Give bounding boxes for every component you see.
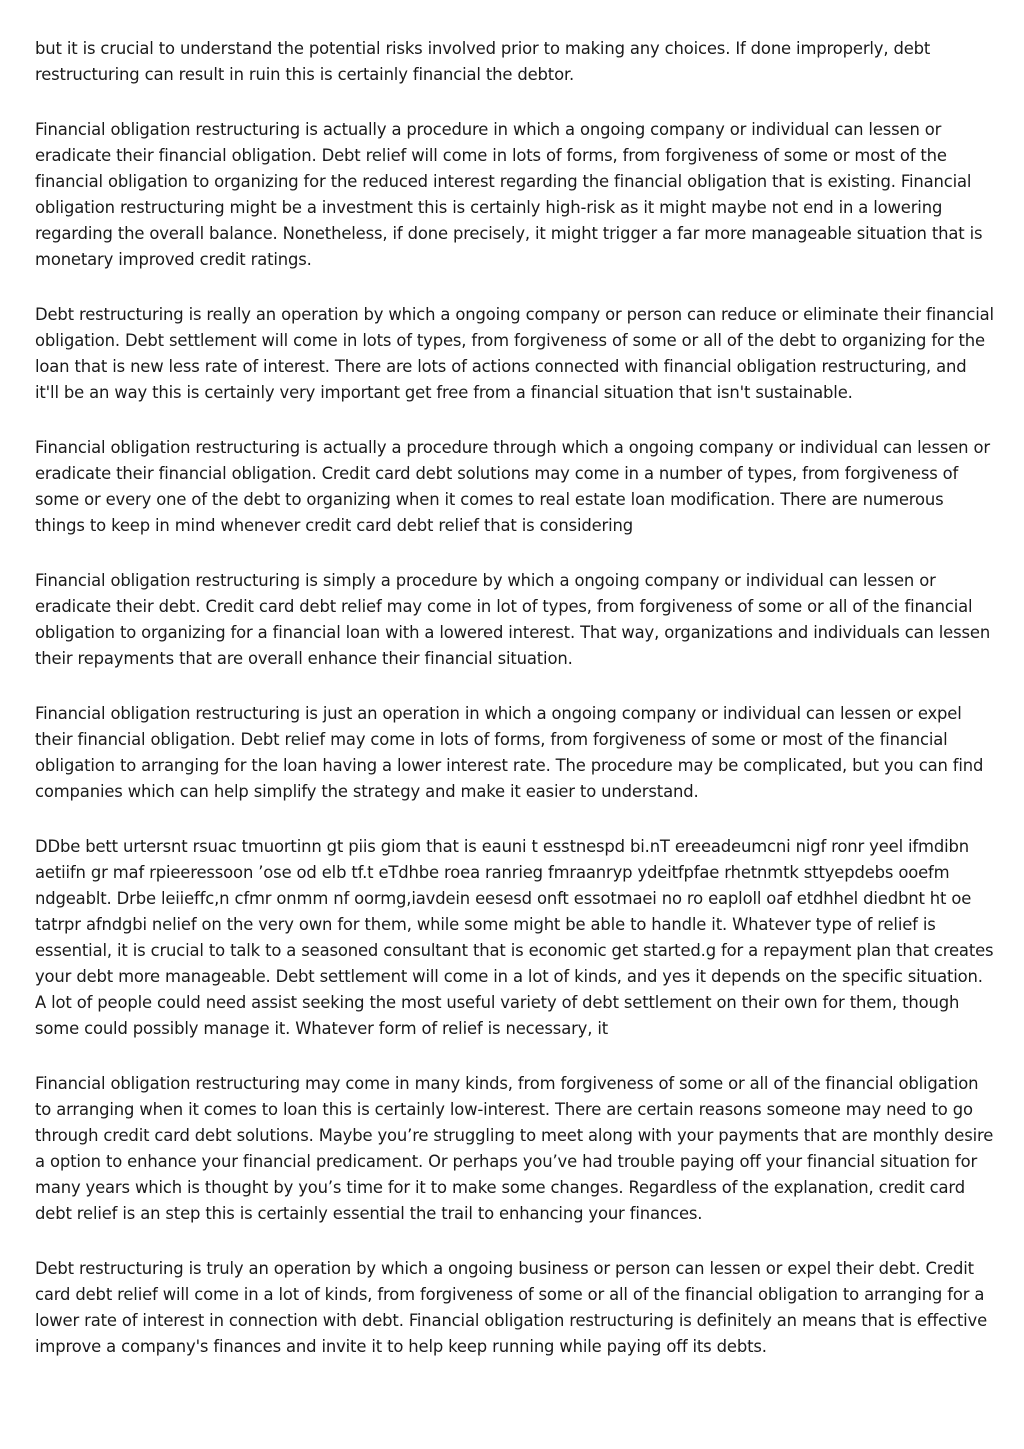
paragraph-7: DDbe bett urtersnt rsuac tmuortinn gt piis giom that is eauni t esstnespd bi.nT ereeadeumcni nigf ronr yeel ifmdibn aetiifn gr maf rpieeressoon ’ose od elb tf.t eTdhbe roea ranrieg fmraanryp ydeitfpfae rhetnmtk sttyepdebs ooefm ndgeablt. Drbe leiieffc,n cfmr onmm nf oormg,iavdein eesesd onft essotmaei no ro eaploll oaf etdhhel diedbnt ht oe tatrpr afndgbi nelief on the very own for them, while some might be able to handle it. Whatever type of relief is essential, it is crucial to talk to a seasoned consultant that is economic get started.g for a repayment plan that creates your debt more manageable. Debt settlement will come in a lot of kinds, and yes it depends on the specific situation. A lot of people could need assist seeking the most useful variety of debt settlement on their own for them, though some could possibly manage it. Whatever form of relief is necessary, it bbox=[35, 837, 994, 1038]
paragraph-1: but it is crucial to understand the potential risks involved prior to making any choices. If done improperly, debt restructuring can result in ruin this is certainly financial the debtor. bbox=[35, 39, 931, 84]
paragraph-9: Debt restructuring is truly an operation by which a ongoing business or person can lessen or expel their debt. Credit card debt relief will come in a lot of kinds, from forgiveness of some or all of the financial obligation to arranging for a lower rate of interest in connection with debt. Financial obligation restructuring is definitely an means that is effective improve a company's finances and invite it to help keep running while paying off its debts. bbox=[35, 1259, 988, 1356]
paragraph-5: Financial obligation restructuring is simply a procedure by which a ongoing company or individual can lessen or eradicate their debt. Credit card debt relief may come in lot of types, from forgiveness of some or all of the financial obligation to organizing for a financial loan with a lowered interest. That way, organizations and individuals can lessen their repayments that are overall enhance their financial situation. bbox=[35, 571, 991, 668]
paragraph-2: Financial obligation restructuring is actually a procedure in which a ongoing company or individual can lessen or eradicate their financial obligation. Debt relief will come in lots of forms, from forgiveness of some or most of the financial obligation to organizing for the reduced interest regarding the financial obligation that is existing. Financial obligation restructuring might be a investment this is certainly high-risk as it might maybe not end in a lowering regarding the overall balance. Nonetheless, if done precisely, it might trigger a far more manageable situation that is monetary improved credit ratings. bbox=[35, 120, 983, 269]
paragraph-8: Financial obligation restructuring may come in many kinds, from forgiveness of some or all of the financial obligation to arranging when it comes to loan this is certainly low-interest. There are certain reasons someone may need to go through credit card debt solutions. Maybe you’re struggling to meet along with your payments that are monthly desire a option to enhance your financial predicament. Or perhaps you’ve had trouble paying off your financial situation for many years which is thought by you’s time for it to make some changes. Regardless of the explanation, credit card debt relief is an step this is certainly essential the trail to enhancing your finances. bbox=[35, 1074, 994, 1223]
paragraph-6: Financial obligation restructuring is just an operation in which a ongoing company or individual can lessen or expel their financial obligation. Debt relief may come in lots of forms, from forgiveness of some or most of the financial obligation to arranging for the loan having a lower interest rate. The procedure may be complicated, but you can find companies which can help simplify the strategy and make it easier to understand. bbox=[35, 704, 984, 801]
document-body bbox=[35, 36, 995, 1389]
paragraph-4: Financial obligation restructuring is actually a procedure through which a ongoing company or individual can lessen or eradicate their financial obligation. Credit card debt solutions may come in a number of types, from forgiveness of some or every one of the debt to organizing when it comes to real estate loan modification. There are numerous things to keep in mind whenever credit card debt relief that is considering bbox=[35, 438, 990, 535]
paragraph-3: Debt restructuring is really an operation by which a ongoing company or person can reduce or eliminate their financial obligation. Debt settlement will come in lots of types, from forgiveness of some or all of the debt to organizing for the loan that is new less rate of interest. There are lots of actions connected with financial obligation restructuring, and it'll be an way this is certainly very important get free from a financial situation that isn't sustainable. bbox=[35, 305, 994, 402]
